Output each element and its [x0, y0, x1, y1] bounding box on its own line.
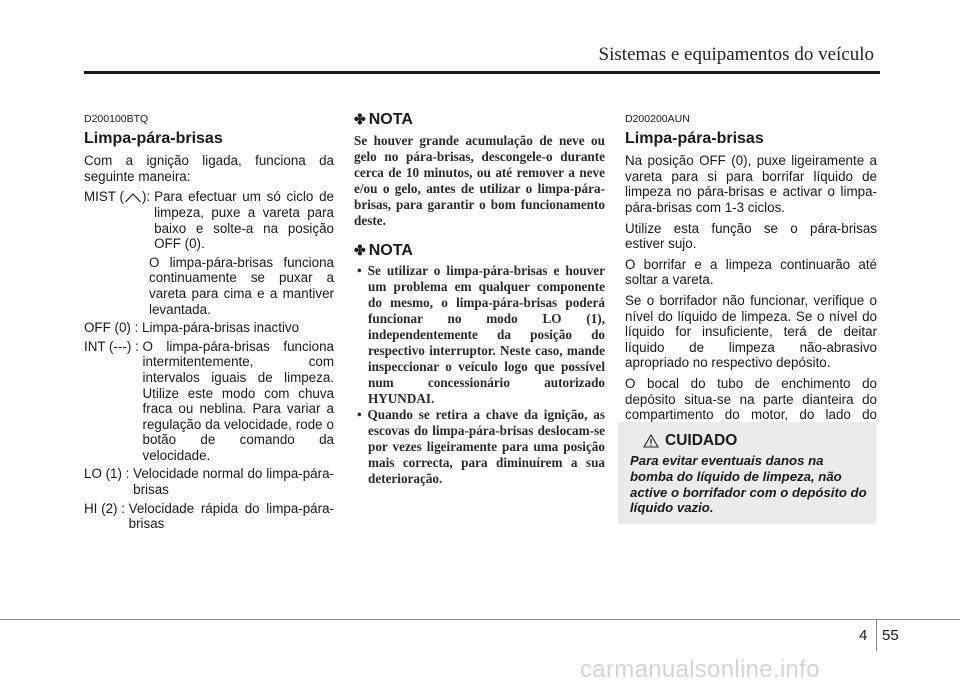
chapter-number: 4 [859, 627, 868, 644]
hi-label: HI (2) : [84, 500, 129, 516]
mist-arc-icon [124, 192, 142, 203]
paragraph: O bocal do tubo de enchimento do depósito situa-se na parte dianteira do compartimento do motor, do lado do [625, 375, 877, 423]
paragraph: O borrifar e a limpeza continuarão até soltar a vareta. [625, 256, 877, 288]
list-item: • Quando se retira a chave da ignição, as escovas do limpa-pára-brisas deslocam-se por vezes ligeiramente para uma posição mais correcta, para diminuírem a sua deterioração. [357, 407, 605, 487]
paragraph: Utilize esta função se o pára-brisas estiver sujo. [625, 220, 877, 252]
hi-description: Velocidade rápida do limpa-pára-brisas [128, 500, 334, 532]
column-middle [354, 112, 605, 487]
paragraph: Na posição OFF (0), puxe ligeiramente a vareta para si para borrifar líquido de limpeza no pára-brisas e activar o limpa-pára-brisas com 1-3 ciclos. [625, 153, 877, 215]
cross-star-icon: ✤ [354, 241, 366, 258]
mist-description-continuous: O limpa-pára-brisas funciona continuamente se puxar a vareta para cima e a mantiver levantada. [149, 254, 334, 317]
cross-star-icon: ✤ [354, 111, 366, 127]
page-number-divider [876, 619, 877, 651]
off-description: Limpa-pára-brisas inactivo [142, 320, 300, 336]
int-description: O limpa-pára-brisas funciona intermitentemente, com intervalos iguais de limpeza. Utilize este modo com chuva fraca ou neblina. Para variar a regulação da velocidade, rode o botão de comando da velocidade. [142, 338, 334, 463]
section-code: D200100BTQ [84, 113, 149, 125]
section-heading: Limpa-pára-brisas [84, 129, 223, 147]
section-heading: Limpa-pára-brisas [625, 129, 764, 147]
nota-2-list [354, 263, 605, 487]
off-label: OFF (0) : [84, 320, 143, 336]
mist-description: Para efectuar um só ciclo de limpeza, puxe a vareta para baixo e solte-a na posição OFF (0). [154, 189, 334, 252]
watermark: carmanualsonline.info [580, 656, 820, 683]
int-label: INT (---) : [84, 338, 143, 354]
nota-heading-1: ✤ NOTA [354, 111, 413, 128]
caution-text: Para evitar eventuais danos na bomba do líquido de limpeza, não active o borrifador com o depósito do líquido vazio. [630, 453, 867, 516]
warning-triangle-icon [643, 434, 659, 448]
nota-1-text: Se houver grande acumulação de neve ou gelo no pára-brisas, descongele-o durante cerca de 10 minutos, ou até remover a neve e/ou o gelo, antes de utilizar o limpa-pára-brisas, para garantir o bom funcionamento deste. [354, 132, 605, 228]
caution-box [618, 422, 876, 524]
section-code: D200200AUN [625, 113, 690, 125]
lo-row [84, 466, 334, 497]
paragraph: Se o borrifador não funcionar, verifique o nível do líquido de limpeza. Se o nível do líquido for insuficiente, terá de deitar líquido de limpeza não-abrasivo apropriado no respectivo depósito. [625, 292, 877, 371]
int-row [84, 339, 334, 464]
column-right [625, 112, 877, 443]
intro-text: Com a ignição ligada, funciona da seguinte maneira: [84, 153, 334, 184]
footer-rule [0, 619, 960, 620]
caution-heading: CUIDADO [643, 432, 737, 450]
list-item: • Se utilizar o limpa-pára-brisas e houver um problema em qualquer componente do mesmo, o limpa-pára-brisas poderá funcionar no modo LO (1), independentemente da posição do respectivo interruptor. Neste caso, mande inspeccionar o veículo logo que possível num concessionário autorizado HYUNDAI. [357, 263, 605, 407]
lo-description: Velocidade normal do limpa-pára-brisas [133, 466, 334, 498]
page-number: 55 [882, 627, 899, 644]
nota-heading-2: ✤ NOTA [354, 241, 413, 259]
mist-row [84, 189, 334, 251]
column-left [84, 112, 334, 535]
section-title: Sistemas e equipamentos do veículo [598, 44, 874, 65]
header-rule [84, 71, 880, 74]
hi-row [84, 501, 334, 532]
mist-label: MIST ( ): [84, 189, 151, 205]
off-row [84, 320, 334, 336]
lo-label: LO (1) : [84, 466, 134, 482]
